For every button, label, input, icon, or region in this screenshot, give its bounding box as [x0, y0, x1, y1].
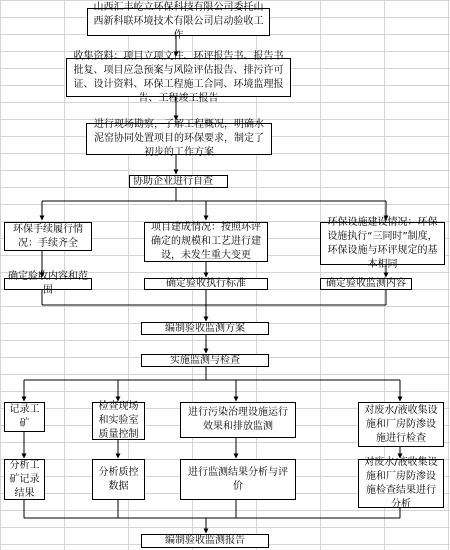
col-inspect-facility-text: 对废水/液收集设施和厂房防渗设施进行检查: [364, 404, 438, 444]
branch-env-procedures: [4, 222, 92, 251]
step-final-report-text: 编制验收监测报告: [165, 535, 245, 546]
confirm-scope: [4, 271, 92, 296]
step-implement-text: 实施监测与检查: [170, 354, 240, 366]
step-site-survey-text: 进行现场勘察，了解工程概况，明确水泥窑协同处置项目的环保要求，制定了初步的工作方案: [94, 119, 264, 158]
col-check-lab-text: 检查现场和实验室质量控制: [98, 401, 139, 440]
confirm-content: [320, 278, 412, 290]
confirm-scope-text: 确定验收内容和范围: [8, 271, 88, 296]
confirm-standard: [144, 278, 268, 290]
step-collect-materials: [66, 50, 291, 104]
col-check-lab: [92, 402, 145, 440]
col-monitor-effect-text: 进行污染治理设施运行效果和排放监测: [188, 407, 288, 432]
branch-project-build: [144, 222, 268, 262]
branch-env-procedures-text: 环保手续履行情况：手续齐全: [13, 223, 83, 249]
col-record-text: 记录工矿: [9, 404, 40, 429]
step-site-survey: [86, 119, 272, 158]
step-monitoring-plan: [141, 322, 269, 335]
branch-env-facility: [320, 216, 445, 270]
confirm-content-text: 确定验收监测内容: [326, 278, 406, 289]
col-analyze-monitor-text: 进行监测结果分析与评价: [188, 466, 288, 492]
branch-project-build-text: 项目建成情况：按照环评确定的规模和工艺进行建设，未发生重大变更: [151, 222, 261, 261]
confirm-standard-text: 确定验收执行标准: [166, 278, 246, 289]
col-inspect-facility: [358, 402, 444, 447]
col-analyze-qc-text: 分析质控数据: [98, 466, 139, 492]
col-analyze-qc: [92, 459, 145, 500]
col-analyze-facility: [358, 456, 444, 510]
col-analyze-facility-text: 对废水/液收集设施和厂房防渗设施检查结果进行分析: [364, 456, 438, 510]
col-record: [4, 402, 45, 432]
step-self-check-text: 协助企业进行自查: [133, 175, 213, 187]
col-analyze-monitor: [180, 459, 296, 500]
step-implement: [141, 354, 269, 367]
col-analyze-record: [4, 459, 45, 500]
step-collect-materials-text: 收集资料：项目立项文件、环评报告书、报告书批复、项目应急预案与风险评估报告、排污许可证、设计资料、环保工程施工合同、环境监理报告、工程竣工报告: [73, 50, 284, 104]
step-commission: [87, 2, 270, 41]
step-self-check: [129, 175, 228, 188]
col-analyze-record-text: 分析工矿记录结果: [9, 459, 40, 499]
col-monitor-effect: [180, 402, 296, 438]
step-final-report: [141, 534, 269, 548]
step-monitoring-plan-text: 编制验收监测方案: [165, 322, 245, 334]
branch-env-facility-text: 环保设施建设情况：环保设施执行“三同时”制度，环保设施与环评规定的基本相同: [327, 216, 438, 270]
step-commission-text: 山西汇丰屹立环保科技有限公司委托山西新科联环境技术有限公司启动验收工作: [93, 2, 264, 41]
